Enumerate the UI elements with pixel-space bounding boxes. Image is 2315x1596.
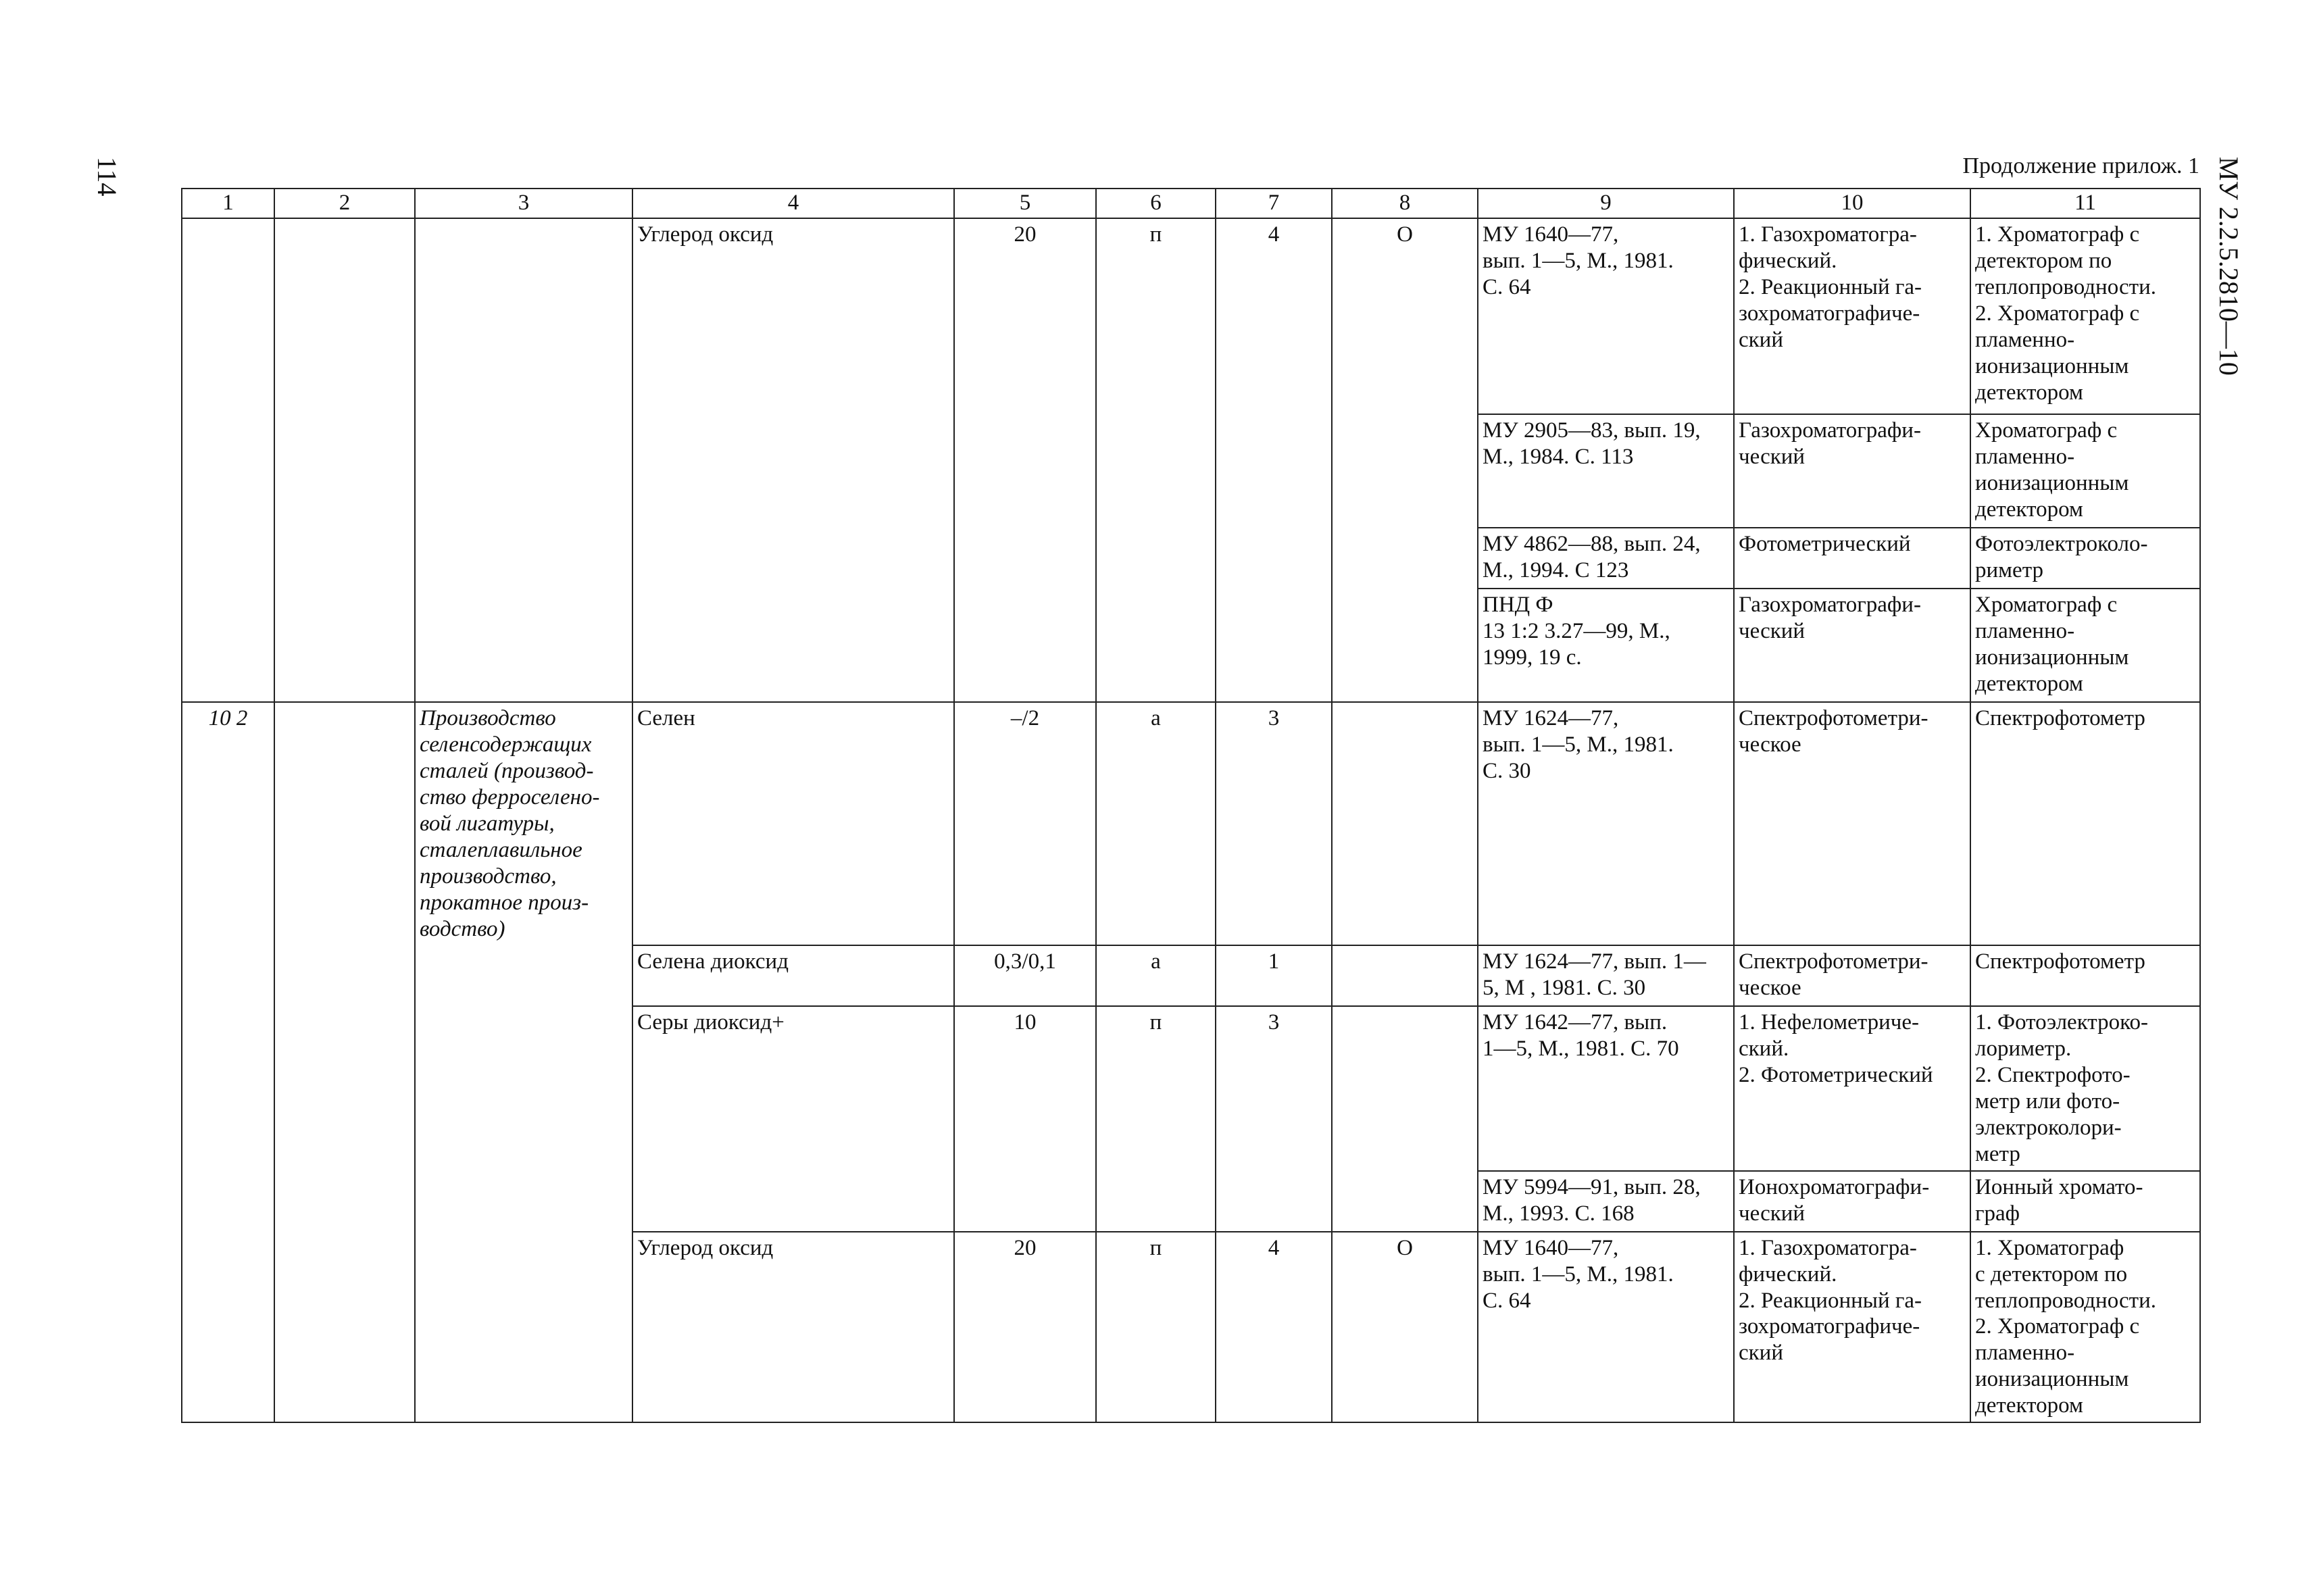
section-number-cell: 10 2 xyxy=(182,702,274,1422)
column-header: 1 xyxy=(182,189,274,218)
method-document-cell: МУ 1642—77, вып. 1—5, М., 1981. С. 70 xyxy=(1478,1006,1734,1171)
method-document-cell: МУ 1624—77, вып. 1— 5, М , 1981. С. 30 xyxy=(1478,945,1734,1006)
device-cell: 1. Хроматограф с детектором по теплопроводности. 2. Хроматограф с пламенно- ионизационным детектором xyxy=(1970,218,2200,414)
method-document-cell: МУ 1640—77, вып. 1—5, М., 1981. С. 64 xyxy=(1478,218,1734,414)
method-name-cell: Ионохроматографи- ческий xyxy=(1734,1171,1970,1232)
concentration-cell: 0,3/0,1 xyxy=(954,945,1096,1006)
column-header: 9 xyxy=(1478,189,1734,218)
aggregate-state-cell: а xyxy=(1096,945,1216,1006)
substance-name-cell: Селен xyxy=(632,702,954,945)
method-name-cell: Фотометрический xyxy=(1734,528,1970,589)
aggregate-state-cell: а xyxy=(1096,702,1216,945)
hazard-class-cell: 4 xyxy=(1216,1232,1332,1423)
substance-name-cell: Углерод оксид xyxy=(632,1232,954,1423)
column-header: 10 xyxy=(1734,189,1970,218)
note-cell xyxy=(1332,702,1478,945)
column-header: 6 xyxy=(1096,189,1216,218)
table-row xyxy=(182,702,2200,945)
method-document-cell: МУ 1624—77, вып. 1—5, М., 1981. С. 30 xyxy=(1478,702,1734,945)
method-document-cell: ПНД Ф 13 1:2 3.27—99, М., 1999, 19 с. xyxy=(1478,589,1734,702)
table-body xyxy=(182,218,2200,1422)
method-name-cell: Спектрофотометри- ческое xyxy=(1734,945,1970,1006)
device-cell: 1. Фотоэлектроко- лориметр. 2. Спектрофото- метр или фото- электроколори- метр xyxy=(1970,1006,2200,1171)
device-cell: Спектрофотометр xyxy=(1970,945,2200,1006)
column-header: 5 xyxy=(954,189,1096,218)
table-row xyxy=(182,218,2200,414)
method-document-cell: МУ 4862—88, вып. 24, М., 1994. С 123 xyxy=(1478,528,1734,589)
device-cell: Спектрофотометр xyxy=(1970,702,2200,945)
substance-name-cell: Серы диоксид+ xyxy=(632,1006,954,1232)
production-cell: Производство селенсодержащих сталей (производ- ство ферроселено- вой лигатуры, сталеплавильное производство, прокатное произ- водство) xyxy=(415,702,632,1422)
continuation-label: Продолжение прилож. 1 xyxy=(1962,153,2199,178)
column-header: 8 xyxy=(1332,189,1478,218)
method-document-cell: МУ 5994—91, вып. 28, М., 1993. С. 168 xyxy=(1478,1171,1734,1232)
device-cell: 1. Хроматограф с детектором по теплопроводности. 2. Хроматограф с пламенно- ионизационным детектором xyxy=(1970,1232,2200,1423)
note-cell: О xyxy=(1332,1232,1478,1423)
page-number: 114 xyxy=(92,157,122,197)
method-document-cell: МУ 2905—83, вып. 19, М., 1984. С. 113 xyxy=(1478,414,1734,528)
column-header: 7 xyxy=(1216,189,1332,218)
concentration-cell: 10 xyxy=(954,1006,1096,1232)
column-2-cell xyxy=(274,218,415,702)
concentration-cell: 20 xyxy=(954,1232,1096,1423)
aggregate-state-cell: п xyxy=(1096,218,1216,702)
device-cell: Фотоэлектроколо- риметр xyxy=(1970,528,2200,589)
device-cell: Хроматограф с пламенно- ионизационным детектором xyxy=(1970,414,2200,528)
substance-name-cell: Селена диоксид xyxy=(632,945,954,1006)
section-number-cell xyxy=(182,218,274,702)
substance-name-cell: Углерод оксид xyxy=(632,218,954,702)
concentration-cell: –/2 xyxy=(954,702,1096,945)
hazard-class-cell: 3 xyxy=(1216,702,1332,945)
column-number-row xyxy=(182,189,2200,218)
note-cell xyxy=(1332,1006,1478,1232)
concentration-cell: 20 xyxy=(954,218,1096,702)
device-cell: Ионный хромато- граф xyxy=(1970,1171,2200,1232)
hazard-class-cell: 4 xyxy=(1216,218,1332,702)
column-header: 4 xyxy=(632,189,954,218)
method-name-cell: 1. Нефелометриче- ский. 2. Фотометрический xyxy=(1734,1006,1970,1171)
column-2-cell xyxy=(274,702,415,1422)
methods-table xyxy=(181,188,2201,1423)
aggregate-state-cell: п xyxy=(1096,1232,1216,1423)
hazard-class-cell: 1 xyxy=(1216,945,1332,1006)
note-cell: О xyxy=(1332,218,1478,702)
method-name-cell: 1. Газохроматогра- фический. 2. Реакционный га- зохроматографиче- ский xyxy=(1734,218,1970,414)
table-header xyxy=(182,189,2200,218)
production-cell xyxy=(415,218,632,702)
hazard-class-cell: 3 xyxy=(1216,1006,1332,1232)
column-header: 11 xyxy=(1970,189,2200,218)
column-header: 3 xyxy=(415,189,632,218)
aggregate-state-cell: п xyxy=(1096,1006,1216,1232)
document-code: МУ 2.2.5.2810—10 xyxy=(2214,157,2244,376)
note-cell xyxy=(1332,945,1478,1006)
method-name-cell: 1. Газохроматогра- фический. 2. Реакционный га- зохроматографиче- ский xyxy=(1734,1232,1970,1423)
column-header: 2 xyxy=(274,189,415,218)
method-document-cell: МУ 1640—77, вып. 1—5, М., 1981. С. 64 xyxy=(1478,1232,1734,1423)
method-name-cell: Газохроматографи- ческий xyxy=(1734,414,1970,528)
method-name-cell: Спектрофотометри- ческое xyxy=(1734,702,1970,945)
device-cell: Хроматограф с пламенно- ионизационным детектором xyxy=(1970,589,2200,702)
method-name-cell: Газохроматографи- ческий xyxy=(1734,589,1970,702)
